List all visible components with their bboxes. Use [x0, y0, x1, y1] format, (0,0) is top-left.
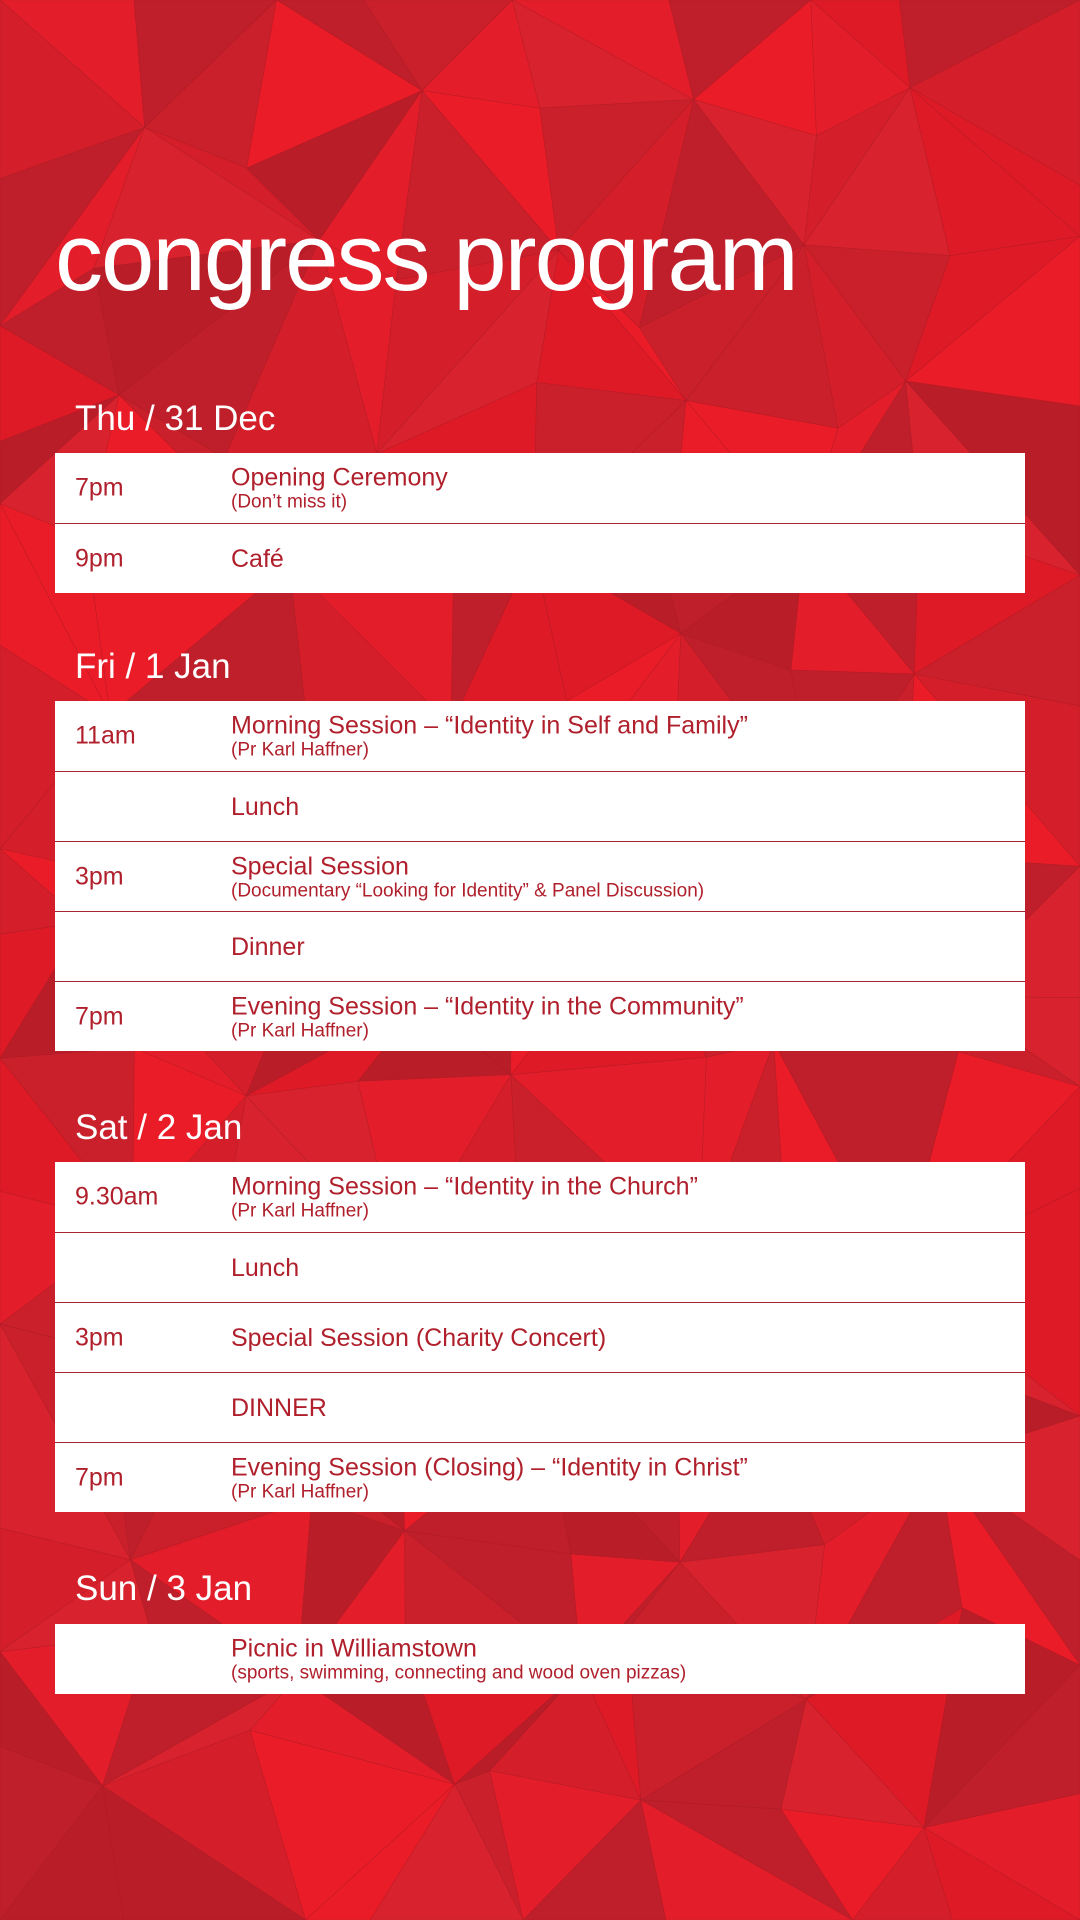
day-heading-thu: Thu / 31 Dec: [75, 399, 276, 438]
event-title: Evening Session (Closing) – “Identity in Christ”: [231, 1453, 748, 1481]
event-time: 7pm: [75, 1463, 124, 1491]
schedule-row: [55, 911, 1025, 981]
schedule-row: [55, 981, 1025, 1051]
page-title: congress program: [55, 204, 797, 311]
event-title: Opening Ceremony: [231, 463, 448, 492]
schedule-row: [55, 841, 1025, 911]
event-details: [231, 852, 1015, 901]
event-details: [231, 1453, 1015, 1502]
event-time: 11am: [75, 721, 136, 750]
schedule-row: [55, 701, 1025, 771]
schedule-row: [55, 1232, 1025, 1302]
event-time: 7pm: [75, 1002, 124, 1030]
event-title: Evening Session – “Identity in the Community”: [231, 992, 744, 1020]
event-details: [231, 992, 1015, 1041]
schedule-table-sun: [55, 1624, 1025, 1694]
schedule-table-fri: [55, 701, 1025, 1051]
event-details: [231, 1394, 1015, 1422]
event-details: [231, 1254, 1015, 1282]
schedule-table-sat: [55, 1162, 1025, 1512]
event-title: Lunch: [231, 1253, 300, 1282]
event-subtitle: (Pr Karl Haffner): [231, 1020, 369, 1041]
event-title: Café: [231, 544, 284, 573]
schedule-row: [55, 453, 1025, 523]
event-title: DINNER: [231, 1393, 327, 1422]
schedule-row: [55, 1372, 1025, 1442]
event-details: [231, 1173, 1015, 1222]
schedule-row: [55, 1162, 1025, 1232]
day-heading-fri: Fri / 1 Jan: [75, 647, 231, 686]
event-title: Picnic in Williamstown: [231, 1634, 477, 1663]
schedule-row: [55, 1302, 1025, 1372]
schedule-row: [55, 523, 1025, 593]
event-time: 3pm: [75, 1323, 124, 1351]
event-details: [231, 464, 1015, 513]
event-subtitle: (Pr Karl Haffner): [231, 739, 369, 761]
event-time: 3pm: [75, 862, 124, 890]
day-heading-sun: Sun / 3 Jan: [75, 1569, 253, 1608]
event-details: [231, 793, 1015, 821]
event-details: [231, 933, 1015, 961]
event-time: 9.30am: [75, 1182, 159, 1211]
schedule-row: [55, 1624, 1025, 1694]
schedule-row: [55, 771, 1025, 841]
schedule-table-thu: [55, 453, 1025, 593]
event-title: Special Session (Charity Concert): [231, 1323, 607, 1352]
event-details: [231, 1324, 1015, 1352]
day-heading-sat: Sat / 2 Jan: [75, 1108, 243, 1147]
event-title: Special Session: [231, 852, 409, 880]
event-details: [231, 712, 1015, 761]
event-title: Lunch: [231, 792, 300, 821]
event-time: 9pm: [75, 544, 124, 572]
event-details: [231, 545, 1015, 573]
event-details: [231, 1635, 1015, 1684]
event-title: Morning Session – “Identity in Self and Family”: [231, 711, 748, 740]
event-subtitle: (Don’t miss it): [231, 491, 348, 513]
event-title: Dinner: [231, 932, 305, 961]
event-subtitle: (Pr Karl Haffner): [231, 1200, 369, 1222]
event-subtitle: (sports, swimming, connecting and wood oven pizzas): [231, 1662, 687, 1684]
event-title: Morning Session – “Identity in the Church”: [231, 1172, 698, 1201]
event-subtitle: (Pr Karl Haffner): [231, 1481, 369, 1502]
event-time: 7pm: [75, 473, 124, 502]
schedule-row: [55, 1442, 1025, 1512]
event-subtitle: (Documentary “Looking for Identity” & Panel Discussion): [231, 880, 705, 901]
